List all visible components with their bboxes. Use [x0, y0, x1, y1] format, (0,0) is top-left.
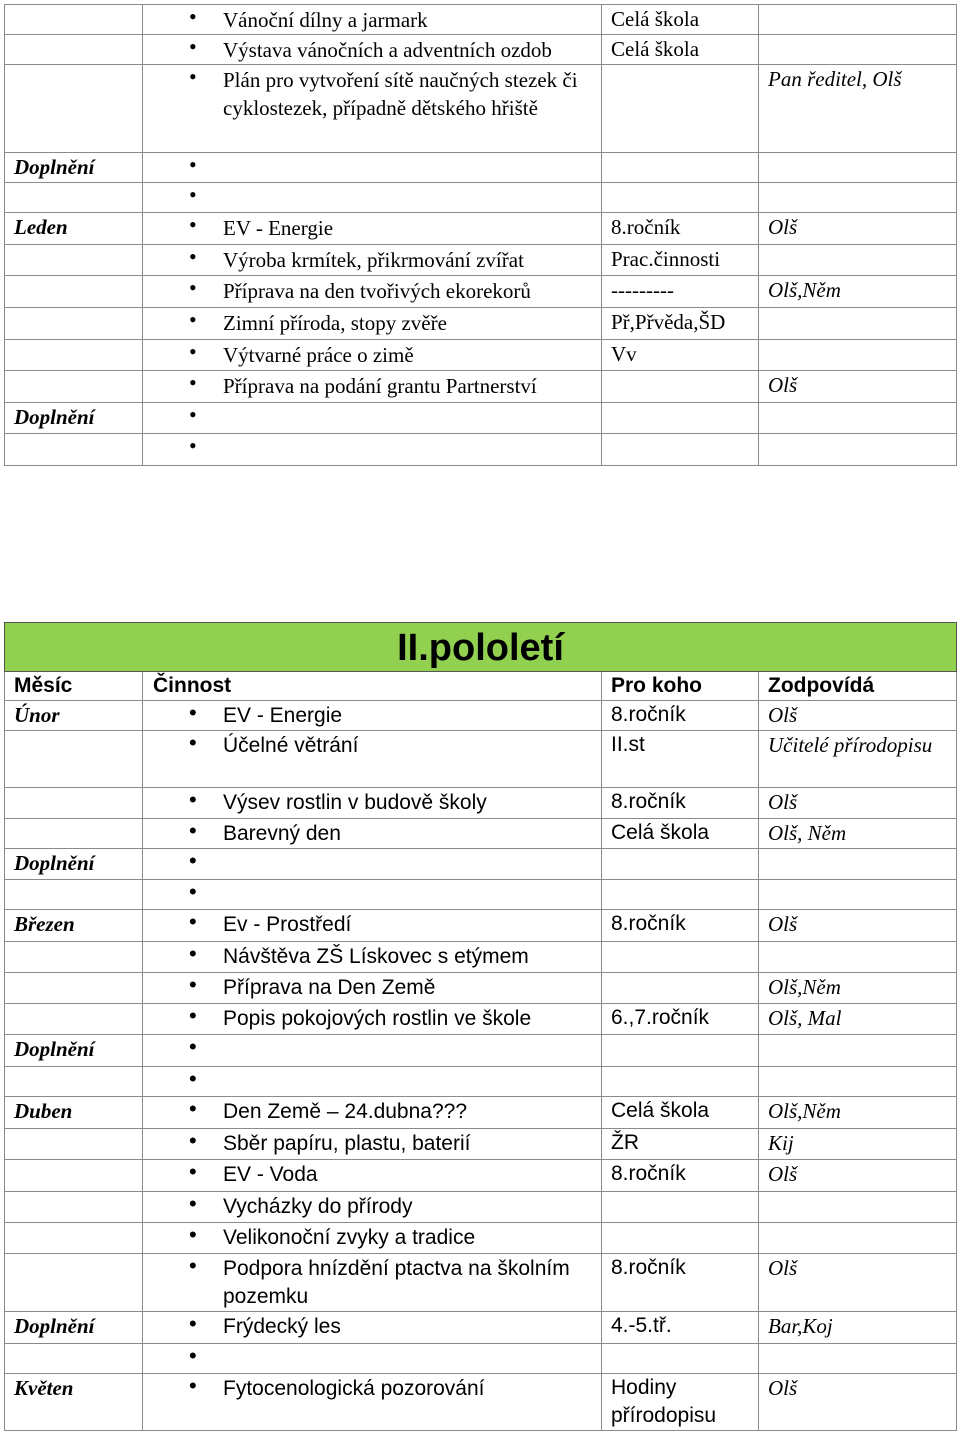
responsible-cell [759, 308, 957, 340]
activity-cell [143, 701, 602, 731]
responsible-cell [759, 434, 957, 466]
responsible-cell: Olš [759, 1160, 957, 1192]
list-item: • Příprava na den tvořivých ekorekorů [143, 276, 601, 305]
list-item: • Výroba krmítek, přikrmování zvířat [143, 245, 601, 274]
month-cell: Únor [5, 701, 143, 731]
activity-cell [143, 1160, 602, 1192]
for-whom-cell [602, 1035, 759, 1067]
table-row [5, 1004, 957, 1035]
activity-cell [143, 153, 602, 183]
responsible-cell [759, 403, 957, 434]
month-cell [5, 308, 143, 340]
month-cell: Leden [5, 213, 143, 245]
month-cell [5, 788, 143, 819]
responsible-cell: Pan ředitel, Olš [759, 65, 957, 153]
activity-cell [143, 183, 602, 213]
for-whom-cell [602, 403, 759, 434]
month-cell [5, 1129, 143, 1160]
for-whom-cell: Celá škola [602, 35, 759, 65]
responsible-cell: Bar,Koj [759, 1312, 957, 1344]
for-whom-cell: 8.ročník [602, 1160, 759, 1192]
table-row [5, 880, 957, 910]
responsible-cell: Olš [759, 371, 957, 403]
responsible-cell [759, 1344, 957, 1374]
responsible-cell [759, 245, 957, 276]
responsible-cell: Olš, Mal [759, 1004, 957, 1035]
month-cell [5, 35, 143, 65]
table-row [5, 1344, 957, 1374]
month-cell [5, 1004, 143, 1035]
responsible-cell [759, 183, 957, 213]
activity-cell [143, 35, 602, 65]
for-whom-cell [602, 183, 759, 213]
table-row [5, 276, 957, 308]
month-cell: Doplnění [5, 849, 143, 880]
list-item: • Příprava na podání grantu Partnerství [143, 371, 601, 400]
activity-cell [143, 1223, 602, 1254]
list-item [143, 183, 601, 184]
table-row [5, 5, 957, 35]
table-row [5, 1129, 957, 1160]
month-cell [5, 434, 143, 466]
list-item: • Návštěva ZŠ Lískovec s etýmem [143, 942, 601, 971]
activity-cell [143, 213, 602, 245]
month-cell [5, 973, 143, 1004]
activity-cell [143, 1004, 602, 1035]
table-row [5, 35, 957, 65]
for-whom-cell [602, 849, 759, 880]
for-whom-cell: Vv [602, 340, 759, 371]
responsible-cell [759, 1223, 957, 1254]
activity-cell [143, 1344, 602, 1374]
list-item: • EV - Energie [143, 701, 601, 730]
table-row [5, 1160, 957, 1192]
month-cell [5, 65, 143, 153]
list-item: • Příprava na Den Země [143, 973, 601, 1002]
activity-cell [143, 371, 602, 403]
table-row [5, 1254, 957, 1312]
header-responsible: Zodpovídá [759, 672, 957, 701]
month-cell: Doplnění [5, 153, 143, 183]
activity-cell [143, 942, 602, 973]
list-item [143, 153, 601, 154]
list-item: • Zimní příroda, stopy zvěře [143, 308, 601, 337]
activity-cell [143, 880, 602, 910]
table-row [5, 65, 957, 153]
for-whom-cell: Celá škola [602, 819, 759, 849]
activity-cell [143, 1067, 602, 1097]
table-row [5, 701, 957, 731]
list-item: • Výsev rostlin v budově školy [143, 788, 601, 817]
table-row [5, 1223, 957, 1254]
table-row [5, 371, 957, 403]
for-whom-cell: II.st [602, 731, 759, 788]
for-whom-cell: 8.ročník [602, 1254, 759, 1312]
month-cell [5, 819, 143, 849]
month-cell [5, 1344, 143, 1374]
list-item [143, 403, 601, 404]
table-row [5, 1192, 957, 1223]
month-cell [5, 1160, 143, 1192]
responsible-cell [759, 1067, 957, 1097]
responsible-cell [759, 942, 957, 973]
list-item: • EV - Energie [143, 213, 601, 242]
table-header [5, 672, 957, 701]
for-whom-cell [602, 371, 759, 403]
for-whom-cell: --------- [602, 276, 759, 308]
list-item: • Barevný den [143, 819, 601, 848]
list-item [143, 880, 601, 881]
month-cell [5, 880, 143, 910]
activity-cell [143, 973, 602, 1004]
responsible-cell: Olš, Něm [759, 819, 957, 849]
for-whom-cell [602, 153, 759, 183]
month-cell [5, 1223, 143, 1254]
list-item [143, 1344, 601, 1345]
responsible-cell: Olš [759, 788, 957, 819]
activity-cell [143, 1097, 602, 1129]
table-row [5, 1097, 957, 1129]
activity-cell [143, 5, 602, 35]
list-item: • Plán pro vytvoření sítě naučných stezek či cyklostezek, případně dětského hřiště [143, 65, 601, 122]
responsible-cell: Olš,Něm [759, 1097, 957, 1129]
responsible-cell [759, 849, 957, 880]
activity-cell [143, 731, 602, 788]
for-whom-cell: 8.ročník [602, 213, 759, 245]
plan-table-part1-body [5, 5, 957, 466]
for-whom-cell: 8.ročník [602, 910, 759, 942]
list-item: • Sběr papíru, plastu, baterií [143, 1129, 601, 1158]
for-whom-cell [602, 880, 759, 910]
list-item: • Den Země – 24.dubna??? [143, 1097, 601, 1126]
month-cell [5, 183, 143, 213]
list-item: • Výstava vánočních a adventních ozdob [143, 35, 601, 64]
month-cell: Doplnění [5, 1312, 143, 1344]
header-for-whom: Pro koho [602, 672, 759, 701]
month-cell [5, 245, 143, 276]
table-row [5, 819, 957, 849]
month-cell: Doplnění [5, 403, 143, 434]
table-row [5, 213, 957, 245]
activity-cell [143, 1254, 602, 1312]
month-cell [5, 1254, 143, 1312]
activity-cell [143, 1035, 602, 1067]
for-whom-cell [602, 1192, 759, 1223]
table-row [5, 1312, 957, 1344]
month-cell [5, 276, 143, 308]
for-whom-cell: 8.ročník [602, 788, 759, 819]
list-item: • Velikonoční zvyky a tradice [143, 1223, 601, 1252]
table-row [5, 731, 957, 788]
table-row [5, 1374, 957, 1431]
responsible-cell: Olš [759, 701, 957, 731]
responsible-cell: Olš,Něm [759, 973, 957, 1004]
month-cell [5, 1067, 143, 1097]
activity-cell [143, 1129, 602, 1160]
month-cell: Březen [5, 910, 143, 942]
list-item [143, 849, 601, 850]
for-whom-cell: Celá škola [602, 5, 759, 35]
for-whom-cell: ŽR [602, 1129, 759, 1160]
responsible-cell [759, 1035, 957, 1067]
month-cell: Duben [5, 1097, 143, 1129]
table-row [5, 183, 957, 213]
table-row [5, 340, 957, 371]
activity-cell [143, 65, 602, 153]
table-row [5, 434, 957, 466]
table-row [5, 788, 957, 819]
activity-cell [143, 340, 602, 371]
month-cell [5, 340, 143, 371]
list-item [143, 1067, 601, 1068]
for-whom-cell [602, 973, 759, 1004]
list-item: • Popis pokojových rostlin ve škole [143, 1004, 601, 1033]
plan-table-part2 [4, 622, 957, 1431]
table-row [5, 1035, 957, 1067]
for-whom-cell: 4.-5.tř. [602, 1312, 759, 1344]
for-whom-cell: 6.,7.ročník [602, 1004, 759, 1035]
list-item: • Účelné větrání [143, 731, 601, 760]
table-row [5, 973, 957, 1004]
table-row [5, 403, 957, 434]
responsible-cell [759, 1192, 957, 1223]
for-whom-cell: 8.ročník [602, 701, 759, 731]
responsible-cell: Olš [759, 213, 957, 245]
for-whom-cell [602, 1344, 759, 1374]
responsible-cell [759, 153, 957, 183]
for-whom-cell: Hodiny přírodopisu [602, 1374, 759, 1431]
table-row [5, 1067, 957, 1097]
activity-cell [143, 910, 602, 942]
for-whom-cell: Celá škola [602, 1097, 759, 1129]
activity-cell [143, 819, 602, 849]
activity-cell [143, 434, 602, 466]
semester-title: II.pololetí [5, 623, 957, 672]
table-row [5, 849, 957, 880]
month-cell [5, 942, 143, 973]
month-cell [5, 5, 143, 35]
responsible-cell: Olš [759, 910, 957, 942]
responsible-cell [759, 35, 957, 65]
activity-cell [143, 1312, 602, 1344]
activity-cell [143, 276, 602, 308]
header-month: Měsíc [5, 672, 143, 701]
plan-table-part2-body [5, 623, 957, 1431]
table-row [5, 153, 957, 183]
responsible-cell [759, 340, 957, 371]
list-item [143, 1035, 601, 1036]
activity-cell [143, 308, 602, 340]
activity-cell [143, 1374, 602, 1431]
for-whom-cell [602, 1223, 759, 1254]
for-whom-cell [602, 1067, 759, 1097]
responsible-cell: Kij [759, 1129, 957, 1160]
list-item: • Podpora hnízdění ptactva na školním pozemku [143, 1254, 601, 1311]
responsible-cell [759, 880, 957, 910]
for-whom-cell [602, 65, 759, 153]
responsible-cell: Olš [759, 1374, 957, 1431]
list-item: • Vánoční dílny a jarmark [143, 5, 601, 34]
activity-cell [143, 403, 602, 434]
list-item: • Vycházky do přírody [143, 1192, 601, 1221]
list-item: • Výtvarné práce o zimě [143, 340, 601, 369]
for-whom-cell: Prac.činnosti [602, 245, 759, 276]
for-whom-cell [602, 942, 759, 973]
list-item [143, 434, 601, 435]
list-item: • Ev - Prostředí [143, 910, 601, 939]
month-cell: Květen [5, 1374, 143, 1431]
table-row [5, 942, 957, 973]
month-cell: Doplnění [5, 1035, 143, 1067]
responsible-cell: Olš,Něm [759, 276, 957, 308]
responsible-cell: Olš [759, 1254, 957, 1312]
table-row [5, 245, 957, 276]
month-cell [5, 371, 143, 403]
plan-table-part1 [4, 4, 957, 466]
for-whom-cell [602, 434, 759, 466]
header-activity: Činnost [143, 672, 602, 701]
activity-cell [143, 849, 602, 880]
activity-cell [143, 1192, 602, 1223]
activity-cell [143, 788, 602, 819]
table-row [5, 308, 957, 340]
list-item: • Fytocenologická pozorování [143, 1374, 601, 1403]
activity-cell [143, 245, 602, 276]
list-item: • EV - Voda [143, 1160, 601, 1189]
responsible-cell: Učitelé přírodopisu [759, 731, 957, 788]
month-cell [5, 731, 143, 788]
month-cell [5, 1192, 143, 1223]
responsible-cell [759, 5, 957, 35]
table-row [5, 910, 957, 942]
list-item: • Frýdecký les [143, 1312, 601, 1341]
for-whom-cell: Př,Přvěda,ŠD [602, 308, 759, 340]
